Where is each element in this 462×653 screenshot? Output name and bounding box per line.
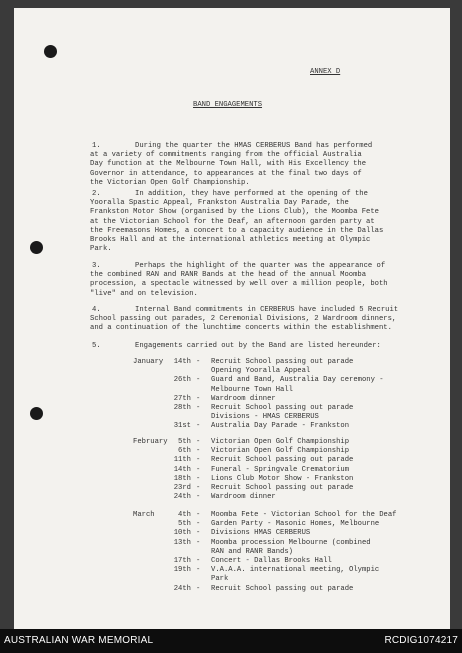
engagement-date: 24th xyxy=(173,493,191,502)
paragraph-line: In addition, they have performed at the opening of the xyxy=(135,190,368,198)
engagement-dash: - xyxy=(196,520,201,529)
engagement-dash: - xyxy=(196,566,201,575)
engagement-date: 11th xyxy=(173,456,191,465)
engagement-month: February xyxy=(133,438,168,446)
paragraph-line: Day function at the Melbourne Town Hall, with His Excellency the xyxy=(90,160,367,169)
engagement-description: Garden Party - Masonic Homes, Melbourne xyxy=(211,520,380,529)
engagement-description: Victorian Open Golf Championship xyxy=(211,447,350,456)
engagement-dash: - xyxy=(196,465,201,474)
engagement-dash: - xyxy=(196,447,201,456)
engagement-description: Wardroom dinner xyxy=(211,394,276,403)
paragraph-line: procession, a spectacle witnessed by well over a million people, both xyxy=(90,280,388,289)
engagement-dash: - xyxy=(196,511,201,519)
engagement-dash: - xyxy=(196,584,201,593)
engagement-description: Melbourne Town Hall xyxy=(211,385,293,394)
engagement-date: 18th xyxy=(173,474,191,483)
footer-source: AUSTRALIAN WAR MEMORIAL xyxy=(4,635,154,646)
engagement-month: January xyxy=(133,358,164,366)
engagement-date: 28th xyxy=(173,404,191,412)
engagement-date: 6th xyxy=(178,447,191,456)
engagement-description: Lions Club Motor Show - Frankston xyxy=(211,474,354,483)
engagement-date: 13th xyxy=(173,538,191,547)
engagement-description: Wardroom dinner xyxy=(211,493,276,502)
engagement-date: 5th xyxy=(178,520,191,529)
engagement-date: 23rd xyxy=(173,484,191,492)
engagement-date: 31st xyxy=(173,422,191,431)
engagement-dash: - xyxy=(196,474,201,483)
engagement-dash: - xyxy=(196,438,201,446)
paragraph-line: Park. xyxy=(90,245,112,254)
annex-label: ANNEX D xyxy=(310,68,341,76)
engagement-description: Moomba procession Melbourne (combined xyxy=(211,538,371,547)
engagement-date: 10th xyxy=(173,529,191,538)
footer-record-id: RCDIG1074217 xyxy=(384,635,458,646)
engagement-date: 4th xyxy=(178,511,191,519)
engagement-dash: - xyxy=(196,404,201,412)
engagement-dash: - xyxy=(196,376,201,385)
engagement-dash: - xyxy=(196,557,201,565)
paragraph-line: and a continuation of the lunchtime concerts within the establishment. xyxy=(90,324,392,333)
paragraph-line: "live" and on television. xyxy=(90,289,198,298)
engagement-dash: - xyxy=(196,484,201,492)
paragraph-line: the Victorian Open Golf Championship. xyxy=(90,178,250,187)
paragraph-line: at the Victorian School for the Deaf, an afternoon garden party at xyxy=(90,217,375,226)
engagement-description: Opening Yooralla Appeal xyxy=(211,367,311,376)
punch-hole xyxy=(30,407,43,420)
paragraph-number: 2. xyxy=(92,190,101,198)
paragraph-number: 3. xyxy=(92,262,101,270)
paragraph-number: 4. xyxy=(92,306,101,314)
engagement-date: 14th xyxy=(173,465,191,474)
punch-hole xyxy=(30,241,43,254)
paragraph-line: During the quarter the HMAS CERBERUS Band has performed xyxy=(135,142,373,150)
engagement-dash: - xyxy=(196,456,201,465)
engagement-description: Recruit School passing out parade xyxy=(211,584,354,593)
engagement-description: Guard and Band, Australia Day ceremony - xyxy=(211,376,384,385)
paragraph-line: Governor in attendance, to appearances at the final two days of xyxy=(90,169,362,178)
engagement-description: V.A.A.A. international meeting, Olympic xyxy=(211,566,380,575)
engagement-dash: - xyxy=(196,422,201,431)
engagement-date: 26th xyxy=(173,376,191,385)
engagement-description: Moomba Fete - Victorian School for the Deaf xyxy=(211,511,397,519)
engagement-date: 17th xyxy=(173,557,191,565)
document-title: BAND ENGAGEMENTS xyxy=(193,101,263,109)
paragraph-line: Internal Band commitments in CERBERUS have included 5 Recruit xyxy=(135,306,399,314)
engagement-description: RAN and RANR Bands) xyxy=(211,547,293,556)
engagement-description: Divisions HMAS CERBERUS xyxy=(211,529,311,538)
engagement-description: Victorian Open Golf Championship xyxy=(211,438,350,446)
engagement-date: 27th xyxy=(173,394,191,403)
paragraph-line: Frankston Motor Show (organised by the Lions Club), the Moomba Fete xyxy=(90,208,379,217)
engagement-description: Divisions - HMAS CERBERUS xyxy=(211,413,319,422)
engagement-dash: - xyxy=(196,529,201,538)
engagement-date: 24th xyxy=(173,584,191,593)
engagement-dash: - xyxy=(196,358,201,366)
engagement-date: 19th xyxy=(173,566,191,575)
engagement-description: Concert - Dallas Brooks Hall xyxy=(211,557,332,565)
engagement-description: Recruit School passing out parade xyxy=(211,404,354,412)
paragraph-line: Perhaps the highlight of the quarter was the appearance of xyxy=(135,262,386,270)
engagement-description: Australia Day Parade - Frankston xyxy=(211,422,350,431)
engagement-date: 5th xyxy=(178,438,191,446)
footer-bar xyxy=(0,629,462,653)
paragraph-line: at a variety of commitments ranging from the official Australia xyxy=(90,151,362,160)
paragraph-line: School passing out parades, 2 Ceremonial Divisions, 2 Wardroom dinners, xyxy=(90,315,397,324)
engagement-description: Recruit School passing out parade xyxy=(211,456,354,465)
engagement-description: Park xyxy=(211,575,229,584)
paragraph-line: Yooralla Spastic Appeal, Frankston Australia Day Parade, the xyxy=(90,199,349,208)
engagement-month: March xyxy=(133,511,155,519)
paragraph-line: the combined RAN and RANR Bands at the head of the annual Moomba xyxy=(90,271,367,280)
engagement-description: Funeral - Springvale Crematorium xyxy=(211,465,350,474)
engagement-dash: - xyxy=(196,493,201,502)
paragraph-line: Brooks Hall and at the international athletics meeting at Olympic xyxy=(90,236,371,244)
engagement-description: Recruit School passing out parade xyxy=(211,358,354,366)
punch-hole xyxy=(44,45,57,58)
paragraph-line: Engagements carried out by the Band are listed hereunder: xyxy=(135,342,381,350)
paragraph-line: the Freemasons Homes, a concert to a capacity audience in the Dallas xyxy=(90,226,384,235)
paragraph-number: 5. xyxy=(92,342,101,350)
engagement-description: Recruit School passing out parade xyxy=(211,484,354,492)
engagement-dash: - xyxy=(196,394,201,403)
engagement-dash: - xyxy=(196,538,201,547)
paragraph-number: 1. xyxy=(92,142,101,150)
engagement-date: 14th xyxy=(173,358,191,366)
